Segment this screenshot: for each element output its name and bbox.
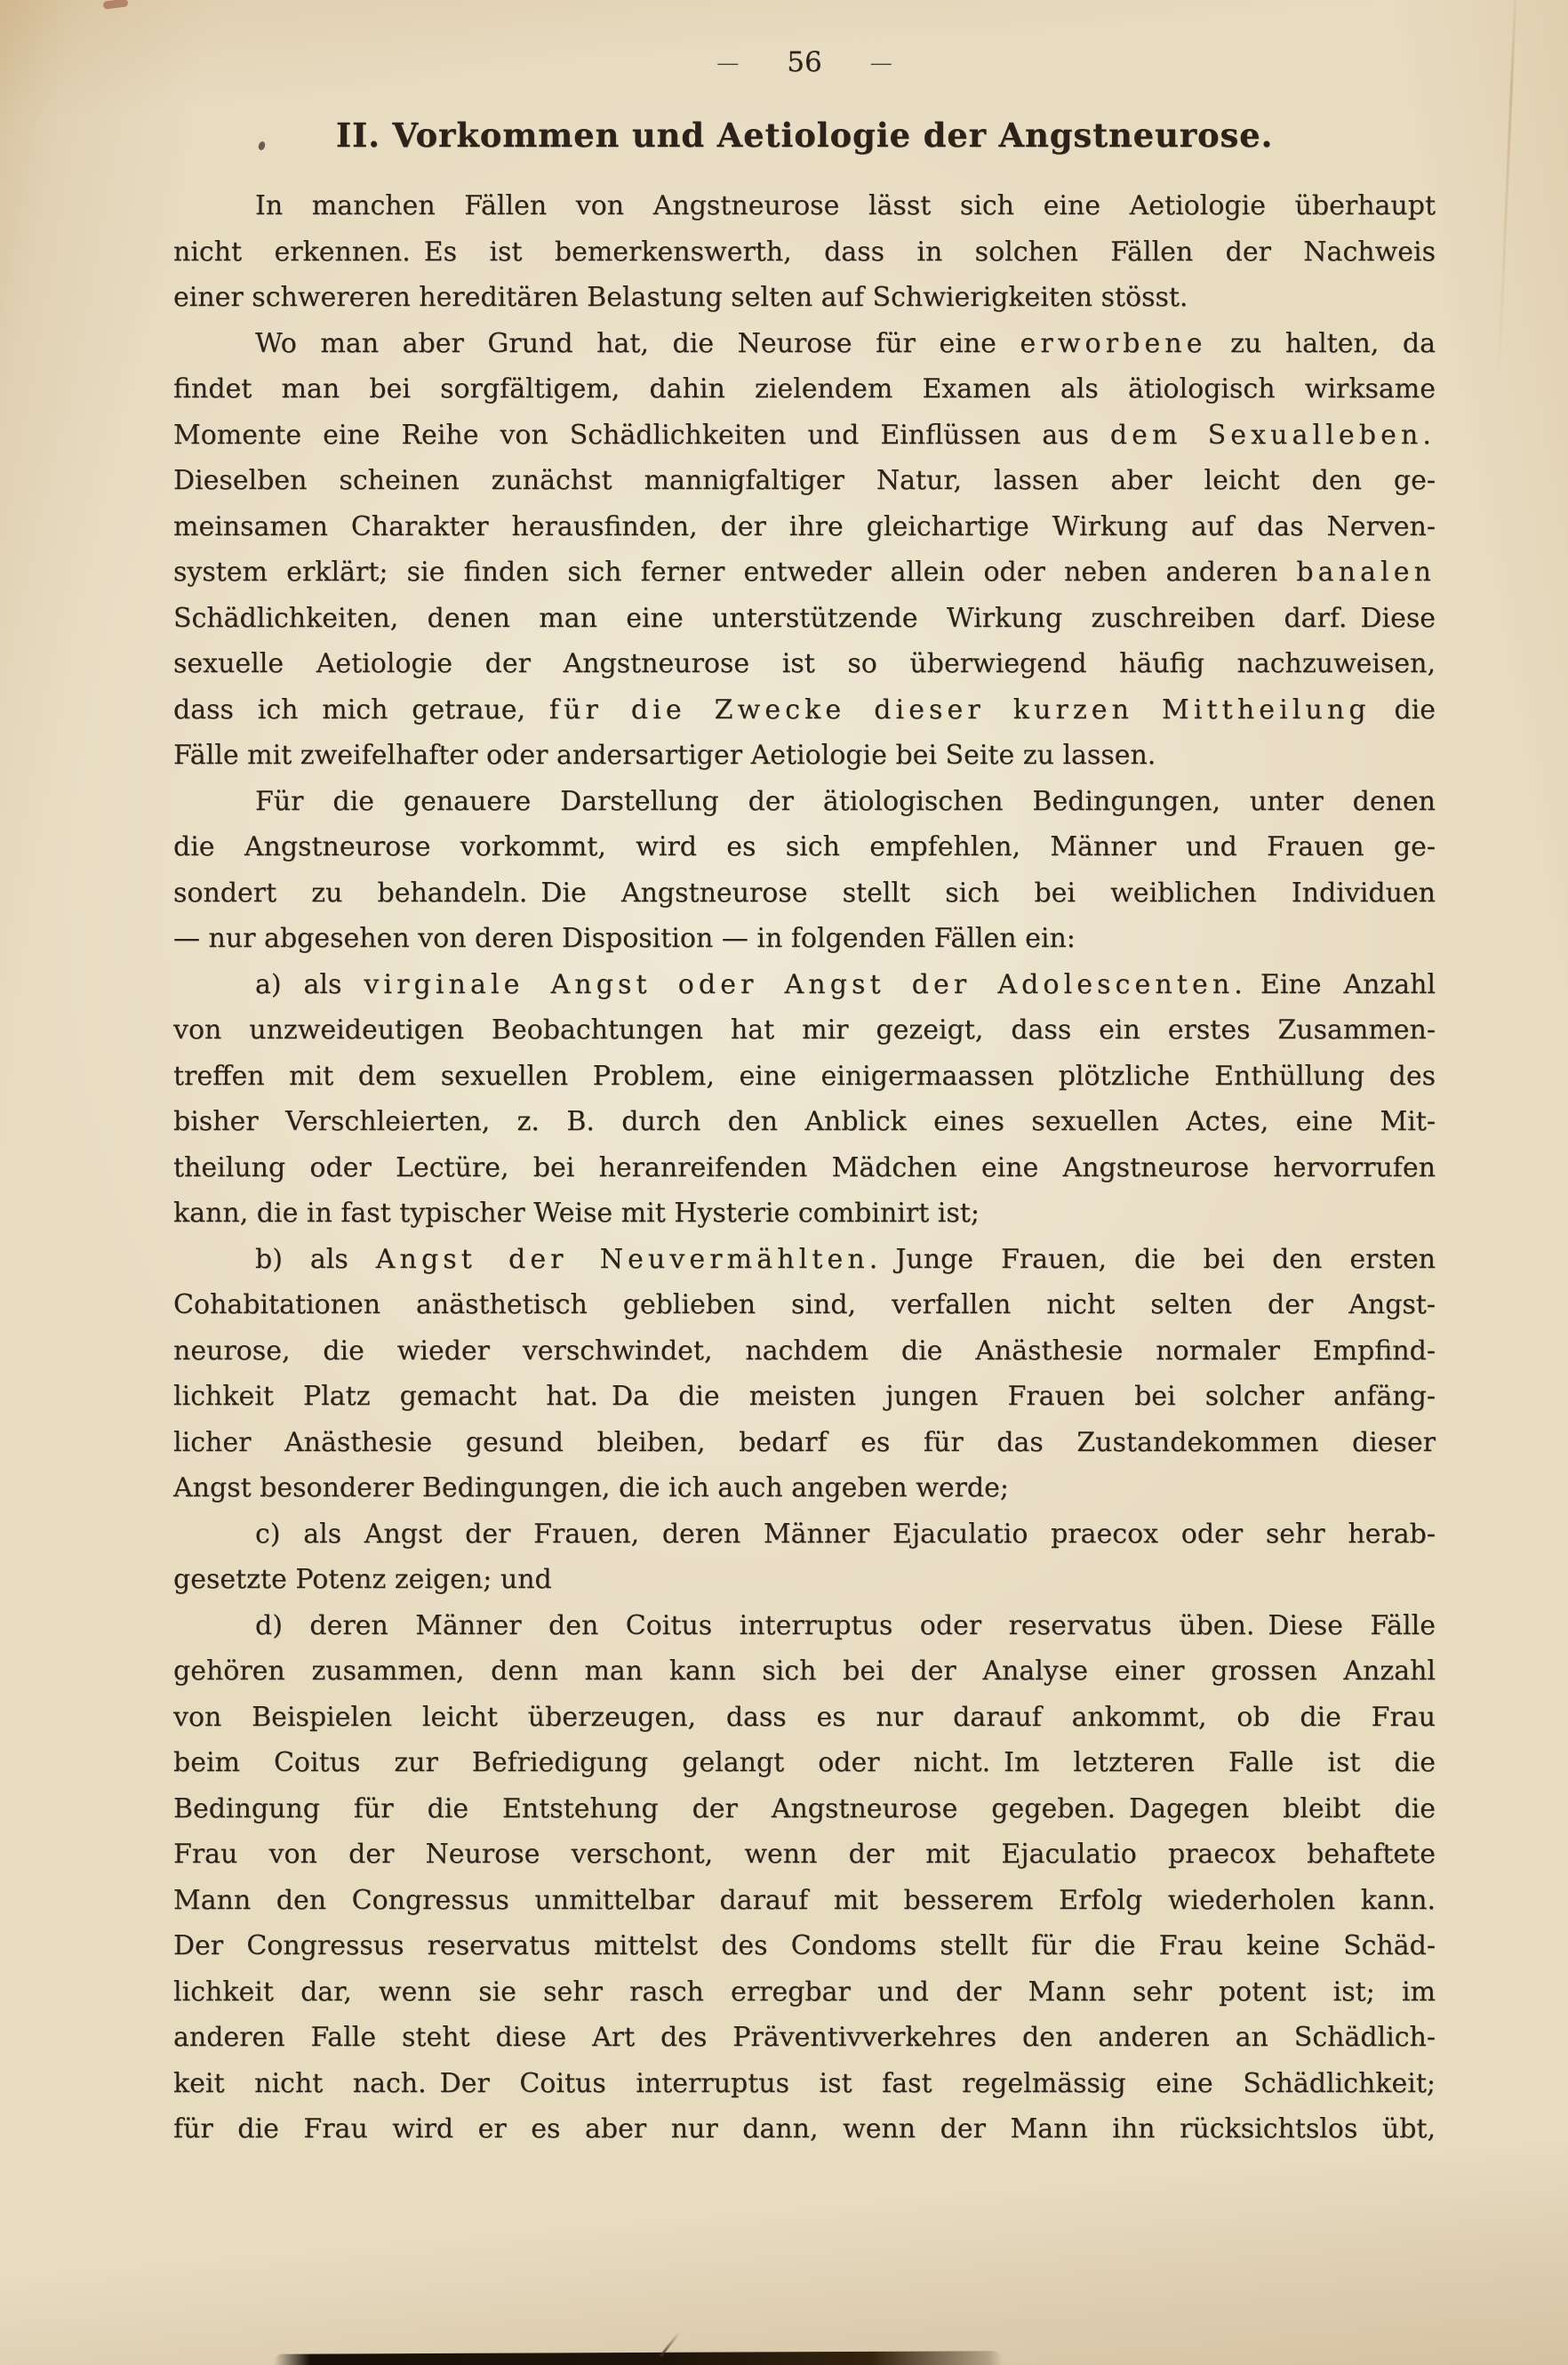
text-segment: Fälle mit zweifelhafter oder andersartiger Aetiologie bei Seite zu lassen. [173, 740, 1156, 771]
text-line [173, 779, 1436, 825]
text-segment: von Beispielen leicht überzeugen, dass es nur darauf ankommt, ob die Frau [173, 1701, 1436, 1733]
text-line [173, 1191, 1436, 1237]
emphasized-text-segment: erworbene [1020, 327, 1207, 359]
text-segment: Schädlichkeiten, denen man eine unterstützende Wirkung zuschreiben darf. Diese [173, 602, 1436, 634]
text-line [173, 183, 1436, 229]
text-line [173, 687, 1436, 734]
text-segment: Für die genauere Darstellung der ätiologischen Bedingungen, unter denen [255, 785, 1436, 817]
text-segment: Angst besonderer Bedingungen, die ich auch angeben werde; [173, 1472, 1009, 1503]
text-line [173, 1099, 1436, 1145]
text-segment: Mann den Congressus unmittelbar darauf mit besserem Erfolg wiederholen kann. [173, 1884, 1436, 1916]
text-segment: Bedingung für die Entstehung der Angstneurose gegeben. Dagegen bleibt die [173, 1792, 1436, 1824]
emphasized-text-segment: virginale Angst oder Angst der Adolescenten. [364, 968, 1247, 1000]
page-number-dash-right: — [869, 52, 892, 73]
text-line [173, 870, 1436, 917]
text-line [173, 1054, 1436, 1100]
text-segment: die Angstneurose vorkommt, wird es sich empfehlen, Männer und Frauen ge- [173, 831, 1436, 862]
text-segment: treffen mit dem sexuellen Problem, eine einigermaassen plötzliche Enthüllung des [173, 1060, 1436, 1092]
page-number-dash-left: — [716, 52, 740, 73]
text-line [173, 1740, 1436, 1786]
text-line [173, 1282, 1436, 1328]
page-number-value: 56 [787, 46, 822, 78]
text-segment: Wo man aber Grund hat, die Neurose für eine [255, 327, 1020, 359]
text-line [173, 596, 1436, 642]
text-segment: Der Congressus reservatus mittelst des Condoms stellt für die Frau keine Schäd- [173, 1930, 1436, 1961]
section-title: II. Vorkommen und Aetiologie der Angstneurose. [335, 116, 1274, 155]
text-line [173, 366, 1436, 413]
text-line [173, 733, 1436, 779]
text-line [173, 321, 1436, 367]
text-line [173, 1007, 1436, 1054]
text-line [173, 458, 1436, 504]
emphasized-text-segment: banalen [1296, 557, 1436, 588]
text-line [173, 549, 1436, 596]
text-segment: gehören zusammen, denn man kann sich bei der Analyse einer grossen Anzahl [173, 1656, 1436, 1687]
text-segment: einer schwereren hereditären Belastung selten auf Schwierigkeiten stösst. [173, 282, 1188, 313]
text-line [173, 1923, 1436, 1969]
text-line [173, 413, 1436, 459]
text-segment: beim Coitus zur Befriedigung gelangt oder nicht. Im letzteren Falle ist die [173, 1747, 1436, 1778]
text-segment: sexuelle Aetiologie der Angstneurose ist so überwiegend häufig nachzuweisen, [173, 648, 1436, 679]
text-segment: b) als [255, 1243, 376, 1275]
text-segment: keit nicht nach. Der Coitus interruptus ist fast regelmässig eine Schädlichkeit; [173, 2067, 1436, 2099]
emphasized-text-segment: für die Zwecke dieser kurzen Mittheilung [548, 693, 1371, 726]
text-segment: kann, die in fast typischer Weise mit Hysterie combinirt ist; [173, 1198, 980, 1229]
text-line [173, 824, 1436, 870]
text-line [173, 1878, 1436, 1924]
text-line [173, 1969, 1436, 2016]
text-line [173, 962, 1436, 1008]
text-segment: findet man bei sorgfältigem, dahin zielendem Examen als ätiologisch wirksame [173, 373, 1436, 405]
text-segment: In manchen Fällen von Angstneurose lässt sich eine Aetiologie überhaupt [255, 190, 1436, 221]
red-mark-top-left [103, 0, 129, 10]
text-line [173, 1511, 1436, 1558]
text-segment: anderen Falle steht diese Art des Präventivverkehres den anderen an Schädlich- [173, 2022, 1436, 2053]
text-line [173, 1465, 1436, 1511]
text-segment: dass ich mich getraue, [173, 693, 549, 726]
text-line [173, 1695, 1436, 1741]
text-line [173, 275, 1436, 321]
text-segment: die [1370, 693, 1436, 726]
text-segment: lichkeit Platz gemacht hat. Da die meisten jungen Frauen bei solcher anfäng- [173, 1381, 1436, 1412]
text-line [173, 1328, 1436, 1375]
text-line [173, 1374, 1436, 1420]
text-segment: von unzweideutigen Beobachtungen hat mir gezeigt, dass ein erstes Zusammen- [173, 1014, 1436, 1046]
text-segment: Junge Frauen, die bei den ersten [882, 1243, 1436, 1275]
text-segment: gesetzte Potenz zeigen; und [173, 1564, 552, 1595]
text-line [173, 2061, 1436, 2107]
text-segment: Cohabitationen anästhetisch geblieben sind, verfallen nicht selten der Angst- [173, 1289, 1436, 1320]
text-segment: Frau von der Neurose verschont, wenn der mit Ejaculatio praecox behaftete [173, 1839, 1436, 1870]
text-line [173, 504, 1436, 550]
text-segment: nicht erkennen. Es ist bemerkenswerth, dass in solchen Fällen der Nachweis [173, 236, 1436, 268]
text-segment: Dieselben scheinen zunächst mannigfaltiger Natur, lassen aber leicht den ge- [173, 465, 1436, 496]
text-line [173, 1145, 1436, 1191]
text-segment: theilung oder Lectüre, bei heranreifenden Mädchen eine Angstneurose hervorrufen [173, 1151, 1436, 1183]
text-line [173, 1832, 1436, 1878]
text-line [173, 1648, 1436, 1695]
bottom-gutter-shadow [274, 2351, 1003, 2365]
text-segment: a) als [255, 968, 364, 1000]
paper-crease [1497, 0, 1516, 382]
text-lines [173, 183, 1436, 2153]
text-segment: bisher Verschleierten, z. B. durch den Anblick eines sexuellen Actes, eine Mit- [173, 1106, 1436, 1137]
text-line [173, 1786, 1436, 1832]
text-segment: Eine Anzahl [1246, 968, 1436, 1000]
text-line [173, 229, 1436, 276]
text-segment: meinsamen Charakter herausfinden, der ihre gleichartige Wirkung auf das Nerven- [173, 510, 1436, 542]
text-segment: — nur abgesehen von deren Disposition — in folgenden Fällen ein: [173, 923, 1076, 954]
text-segment: neurose, die wieder verschwindet, nachdem die Anästhesie normaler Empfind- [173, 1335, 1436, 1367]
text-line [173, 1557, 1436, 1603]
text-segment: system erklärt; sie finden sich ferner entweder allein oder neben anderen [173, 557, 1297, 588]
text-segment: d) deren Männer den Coitus interruptus oder reservatus üben. Diese Fälle [255, 1609, 1436, 1641]
text-line [173, 641, 1436, 687]
text-segment: zu halten, da [1206, 327, 1436, 359]
text-line [173, 1420, 1436, 1466]
text-segment: sondert zu behandeln. Die Angstneurose stellt sich bei weiblichen Individuen [173, 877, 1436, 909]
text-line [173, 2106, 1436, 2153]
text-segment: Momente eine Reihe von Schädlichkeiten und Einflüssen aus [173, 419, 1110, 451]
emphasized-text-segment: Angst der Neuvermählten. [375, 1243, 883, 1275]
page-number [173, 46, 1436, 78]
text-line [173, 1237, 1436, 1283]
text-segment: für die Frau wird er es aber nur dann, wenn der Mann ihn rücksichtslos übt, [173, 2113, 1436, 2145]
text-line [173, 2015, 1436, 2061]
text-segment: licher Anästhesie gesund bleiben, bedarf es für das Zustandekommen dieser [173, 1426, 1436, 1458]
text-segment: lichkeit dar, wenn sie sehr rasch erregbar und der Mann sehr potent ist; im [173, 1976, 1436, 2008]
text-segment: c) als Angst der Frauen, deren Männer Ejaculatio praecox oder sehr herab- [255, 1518, 1436, 1550]
emphasized-text-segment: dem Sexualleben. [1109, 419, 1436, 451]
text-line [173, 916, 1436, 962]
text-line [173, 1603, 1436, 1649]
